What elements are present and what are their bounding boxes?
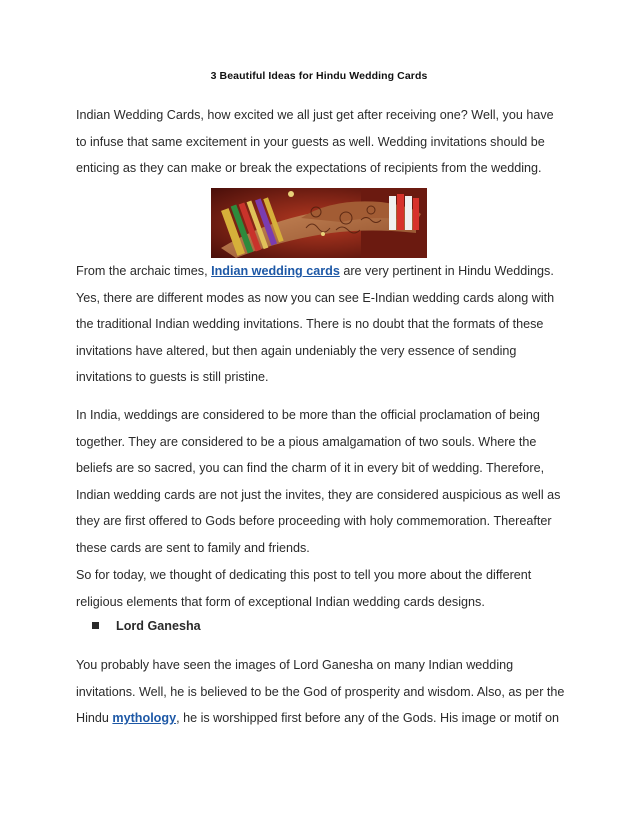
- p2-text-before: From the archaic times,: [76, 264, 212, 278]
- henna-hands-image: [211, 188, 427, 258]
- p2-text-after: are very pertinent in Hindu Weddings. Yes, there are different modes as now you can see E-Indian wedding cards along with the traditional Indian wedding invitations. There is no doubt that the formats of these invitations have altered, but then again undeniably the very essence of sending invitations to guests is still pristine.: [76, 264, 555, 384]
- bullet-label: Lord Ganesha: [116, 619, 201, 633]
- paragraph-india: In India, weddings are considered to be more than the official proclamation of being together. They are considered to be a pious amalgamation of two souls. Where the beliefs are so sacred, you can find the charm of it in every bit of wedding. Therefore, Indian wedding cards are not just the invites, they are considered auspicious as well as they are first offered to Gods before proceeding with holy commemoration. Thereafter these cards are sent to family and friends.: [76, 408, 561, 555]
- document-title: 3 Beautiful Ideas for Hindu Wedding Cards: [210, 70, 428, 82]
- p6-text-before: Hindu: [76, 711, 113, 725]
- paragraph-mythology: [76, 705, 566, 732]
- paragraph-archaic: [76, 258, 566, 391]
- bullet-lord-ganesha: [92, 619, 201, 633]
- p6-text-after: , he is worshipped first before any of the Gods. His image or motif on: [176, 711, 559, 725]
- intro-paragraph: Indian Wedding Cards, how excited we all just get after receiving one? Well, you have to infuse that same excitement in your guests as well. Wedding invitations should be enticing as they can make or break the expectations of recipients from the wedding.: [76, 108, 554, 175]
- indian-wedding-cards-link[interactable]: Indian wedding cards: [211, 264, 340, 278]
- paragraph-ganesha: You probably have seen the images of Lord Ganesha on many Indian wedding invitations. Well, he is believed to be the God of prosperity and wisdom. Also, as per the: [76, 658, 565, 699]
- paragraph-today: So for today, we thought of dedicating this post to tell you more about the different religious elements that form of exceptional Indian wedding cards designs.: [76, 568, 532, 609]
- bullet-square-icon: [92, 622, 99, 629]
- mythology-link[interactable]: mythology: [112, 711, 177, 725]
